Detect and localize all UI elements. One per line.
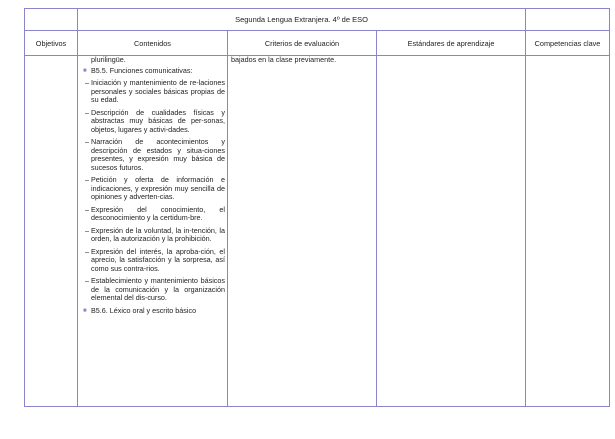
list-item-text: Descripción de cualidades físicas y abstractas muy básicas de per-sonas, objetos, lugares y activi-dades. [91, 107, 225, 134]
table-title: Segunda Lengua Extranjera. 4º de ESO [78, 9, 526, 31]
header-estandares: Estándares de aprendizaje [377, 31, 526, 56]
content-block-label: B5.6. Léxico oral y escrito básico [91, 305, 197, 315]
content-block [81, 307, 225, 316]
criteria-text: bajados en la clase previamente. [231, 55, 337, 64]
dash-icon: – [85, 78, 89, 87]
content-block-label: B5.5. Funciones comunicativas: [91, 65, 193, 75]
dash-icon: – [85, 137, 89, 146]
header-row [25, 31, 610, 56]
list-item-text: Narración de acontecimientos y descripción de estados y situa-ciones presentes, y expresión muy básica de sucesos futuros. [91, 137, 225, 172]
dash-icon: – [85, 107, 89, 117]
header-contenidos: Contenidos [78, 31, 228, 56]
estandares-cell [377, 56, 526, 407]
list-item [81, 138, 225, 172]
dash-icon: – [85, 175, 89, 184]
bullet-icon: ■ [83, 307, 87, 314]
title-blank-cell [25, 9, 78, 31]
dash-icon: – [85, 204, 89, 214]
list-item-text: Iniciación y mantenimiento de re-laciones personales y sociales básicas propias de su edad. [91, 78, 225, 104]
competencias-cell [526, 56, 610, 407]
list-item [81, 227, 225, 244]
list-item [81, 176, 225, 202]
bullet-icon: ■ [83, 67, 87, 74]
criterios-cell [228, 56, 377, 407]
dash-icon: – [85, 246, 89, 256]
list-item [81, 109, 225, 135]
contents-intro: plurilingüe. [91, 55, 126, 64]
list-item-text: Petición y oferta de información e indicaciones, y expresión muy sencilla de opiniones y adverten-cias. [91, 175, 225, 201]
list-item-text: Expresión de la voluntad, la in-tención, la orden, la autorización y la prohibición. [91, 225, 225, 243]
header-objetivos: Objetivos [25, 31, 78, 56]
list-item [81, 248, 225, 274]
list-item-text: Expresión del interés, la aproba-ción, el aprecio, la satisfacción y la sorpresa, así como sus contra-rios. [91, 246, 225, 273]
list-item-text: Establecimiento y mantenimiento básicos de la comunicación y la organización elemental del dis-curso. [91, 276, 225, 302]
dash-icon: – [85, 276, 89, 285]
title-blank-cell-right [526, 9, 610, 31]
title-row [25, 9, 610, 31]
list-item [81, 79, 225, 105]
curriculum-table [24, 8, 610, 407]
list-item-text: Expresión del conocimiento, el desconocimiento y la certidum-bre. [91, 204, 225, 222]
contents-list [78, 56, 227, 315]
header-competencias: Competencias clave [526, 31, 610, 56]
header-criterios: Criterios de evaluación [228, 31, 377, 56]
list-item [81, 206, 225, 223]
contenidos-cell [78, 56, 228, 407]
dash-icon: – [85, 225, 89, 235]
list-item [81, 277, 225, 303]
objetivos-cell [25, 56, 78, 407]
table-row [25, 56, 610, 407]
content-block [81, 67, 225, 76]
